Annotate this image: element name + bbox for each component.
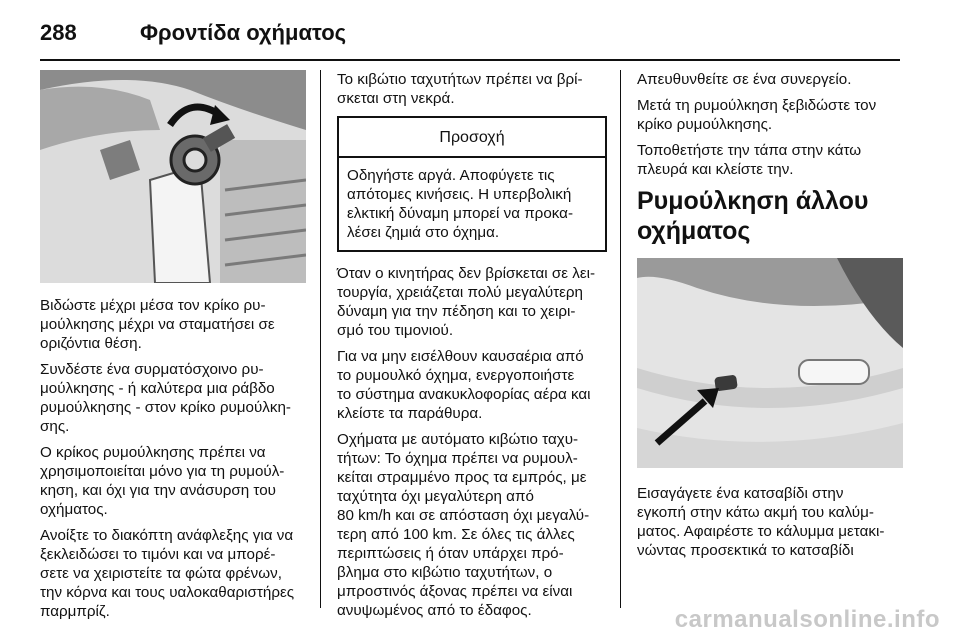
paragraph: Οχήματα με αυτόματο κιβώτιο ταχυ- τήτων: Το όχημα πρέπει να ρυμουλ- κείται στραμμένο προς τα εμπρός, με ταχύτητα όχι μεγαλύτερη από 80 km/h και σε απόσταση όχι μεγαλύ- τερη από 100 km. Σε όλες τις άλλες περιπτώσεις ή όταν υπάρχει πρό- βλημα στο κιβώτιο ταχυτήτων, ο μπροστινός άξονας πρέπει να είναι ανυψωμένος από το έδαφος. — [337, 431, 590, 619]
paragraph: Ο κρίκος ρυμούλκησης πρέπει να χρησιμοποιείται μόνο για τη ρυμούλ- κηση, και όχι για την ανάσυρση του οχήματος. — [40, 444, 285, 518]
paragraph: Όταν ο κινητήρας δεν βρίσκεται σε λει- τουργία, χρειάζεται πολύ μεγαλύτερη δύναμη για την πέδηση και το χειρι- σμό του τιμονιού. — [337, 265, 596, 339]
page-header — [40, 14, 920, 54]
header-rule — [40, 59, 900, 61]
paragraph: Απευθυνθείτε σε ένα συνεργείο. — [637, 71, 852, 88]
paragraph: Συνδέστε ένα συρματόσχοινο ρυ- μούλκησης - ή καλύτερα μια ράβδο ρυμούλκησης - στον κρίκο ρυμούλκη- σης. — [40, 361, 291, 435]
rear-bumper-illustration — [637, 258, 903, 468]
tow-eye-illustration — [40, 70, 306, 283]
warning-title: Προσοχή — [339, 118, 605, 158]
column-divider — [620, 70, 621, 608]
paragraph: Ανοίξτε το διακόπτη ανάφλεξης για να ξεκλειδώσει το τιμόνι και να μπορέ- σετε να χειριστείτε τα φώτα φρένων, την κόρνα και τους υαλοκαθαριστήρες παρμπρίζ. — [40, 527, 295, 620]
column-3 — [637, 70, 903, 567]
column-2 — [337, 70, 607, 627]
rear-bumper-photo — [637, 258, 903, 468]
paragraph: Το κιβώτιο ταχυτήτων πρέπει να βρί- σκεται στη νεκρά. — [337, 71, 583, 107]
paragraph: Μετά τη ρυμούλκηση ξεβιδώστε τον κρίκο ρυμούλκησης. — [637, 97, 877, 133]
column-divider — [320, 70, 321, 608]
page-number: 288 — [40, 20, 77, 45]
chapter-title: Φροντίδα οχήματος — [140, 20, 347, 45]
paragraph: Εισαγάγετε ένα κατσαβίδι στην εγκοπή στην κάτω ακμή του καλύμ- ματος. Αφαιρέστε το κάλυμμα μετακι- νώντας προσεκτικά το κατσαβίδι — [637, 485, 885, 559]
watermark: carmanualsonline.info — [674, 606, 940, 633]
paragraph: Για να μην εισέλθουν καυσαέρια από το ρυμουλκό όχημα, ενεργοποιήστε το σύστημα ανακυκλοφορίας αέρα και κλείστε τα παράθυρα. — [337, 348, 591, 422]
warning-text: Οδηγήστε αργά. Αποφύγετε τις απότομες κινήσεις. Η υπερβολική ελκτική δύναμη μπορεί να προκα- λέσει ζημιά στο όχημα. — [347, 167, 574, 241]
front-tow-eye-photo — [40, 70, 306, 283]
warning-box — [337, 116, 607, 252]
paragraph: Τοποθετήστε την τάπα στην κάτω πλευρά και κλείστε την. — [637, 142, 862, 178]
paragraph: Βιδώστε μέχρι μέσα τον κρίκο ρυ- μούλκησης μέχρι να σταματήσει σε οριζόντια θέση. — [40, 297, 275, 352]
section-title: Ρυμούλκηση άλλου οχήματος — [637, 187, 869, 245]
column-1 — [40, 70, 306, 628]
